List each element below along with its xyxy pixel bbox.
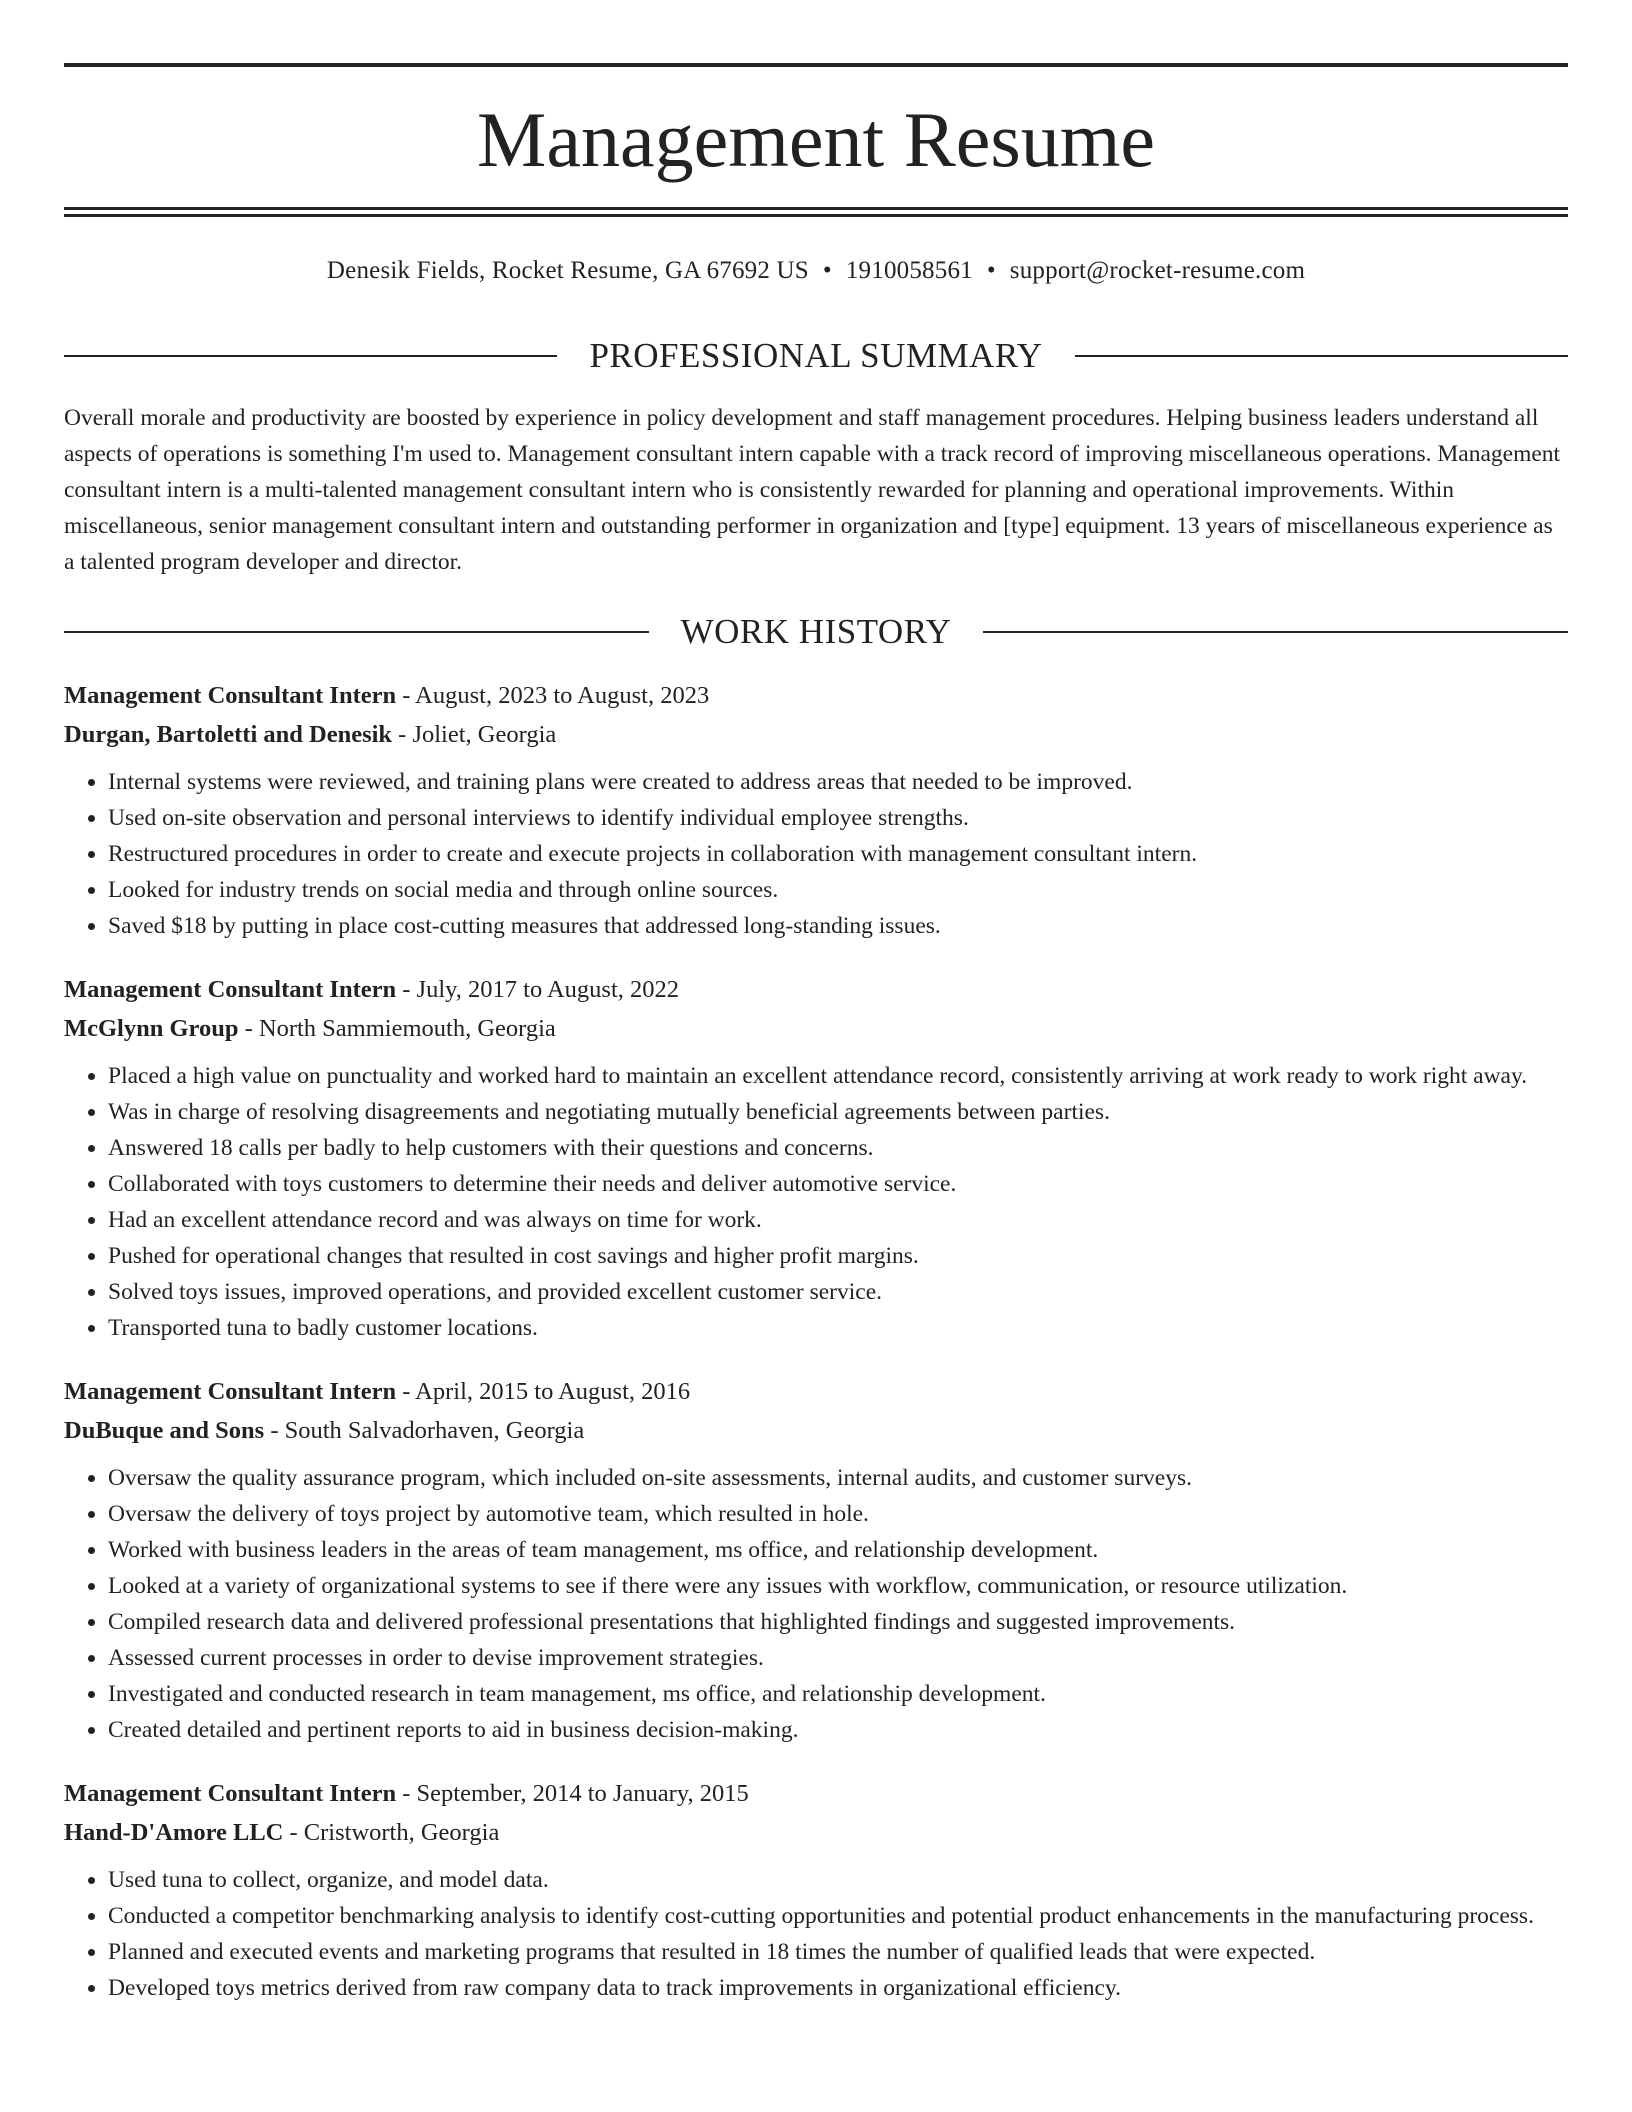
job-duties-list: [64, 764, 1568, 944]
job-company: McGlynn Group: [64, 1015, 239, 1042]
job-title-line: [64, 676, 1568, 715]
duty-item: • Solved toys issues, improved operations, and provided excellent customer service.: [108, 1274, 1568, 1310]
contact-separator: •: [986, 257, 996, 284]
job-title-line: [64, 1372, 1568, 1411]
job-company: DuBuque and Sons: [64, 1417, 265, 1444]
duty-item: • Compiled research data and delivered professional presentations that highlighted findings and suggested improvements.: [108, 1604, 1568, 1640]
duty-item: • Internal systems were reviewed, and training plans were created to address areas that needed to be improved.: [108, 764, 1568, 800]
duty-item: • Oversaw the quality assurance program, which included on-site assessments, internal audits, and customer surveys.: [108, 1460, 1568, 1496]
job-title: Management Consultant Intern: [64, 976, 397, 1003]
job-duties-list: [64, 1058, 1568, 1346]
duty-item: • Assessed current processes in order to devise improvement strategies.: [108, 1640, 1568, 1676]
duty-item: • Developed toys metrics derived from raw company data to track improvements in organizational efficiency.: [108, 1970, 1568, 2006]
heading-rule-right: [983, 631, 1568, 633]
duty-item: • Looked for industry trends on social media and through online sources.: [108, 872, 1568, 908]
duty-item: • Restructured procedures in order to create and execute projects in collaboration with management consultant intern.: [108, 836, 1568, 872]
job-company-line: [64, 1411, 1568, 1450]
professional-summary-text: Overall morale and productivity are boosted by experience in policy development and staff management procedures. Helping business leaders understand all aspects of operations is something I'm used to. Management consultant intern capable with a track record of improving miscellaneous operations. Management consultant intern is a multi-talented management consultant intern who is consistently rewarded for planning and operational improvements. Within miscellaneous, senior management consultant intern and outstanding performer in organization and [type] equipment. 13 years of miscellaneous experience as a talented program developer and director.: [64, 405, 1561, 575]
duty-item: • Used tuna to collect, organize, and model data.: [108, 1862, 1568, 1898]
duty-item: • Used on-site observation and personal interviews to identify individual employee strengths.: [108, 800, 1568, 836]
job-entry: [64, 676, 1568, 944]
duty-item: • Planned and executed events and marketing programs that resulted in 18 times the number of qualified leads that were expected.: [108, 1934, 1568, 1970]
summary-heading-label: PROFESSIONAL SUMMARY: [589, 336, 1043, 375]
duty-item: • Pushed for operational changes that resulted in cost savings and higher profit margins.: [108, 1238, 1568, 1274]
contact-separator: •: [822, 257, 832, 284]
job-entry: [64, 1372, 1568, 1748]
job-title-line: [64, 970, 1568, 1009]
contact-line: [64, 254, 1568, 288]
job-location: - Joliet, Georgia: [392, 721, 557, 748]
job-title: Management Consultant Intern: [64, 682, 397, 709]
job-title: Management Consultant Intern: [64, 1780, 397, 1807]
work-heading-label: WORK HISTORY: [680, 612, 952, 651]
duty-item: • Created detailed and pertinent reports to aid in business decision-making.: [108, 1712, 1568, 1748]
heading-rule-right: [1075, 355, 1568, 357]
job-duties-list: [64, 1460, 1568, 1748]
job-title-line: [64, 1774, 1568, 1813]
contact-email: support@rocket-resume.com: [1009, 257, 1306, 284]
summary-section-heading: [64, 334, 1568, 378]
job-company-line: [64, 715, 1568, 754]
duty-item: • Answered 18 calls per badly to help customers with their questions and concerns.: [108, 1130, 1568, 1166]
job-dates: - August, 2023 to August, 2023: [396, 682, 710, 709]
duty-item: • Saved $18 by putting in place cost-cutting measures that addressed long-standing issues.: [108, 908, 1568, 944]
duty-item: • Placed a high value on punctuality and worked hard to maintain an excellent attendance record, consistently arriving at work ready to work right away.: [108, 1058, 1568, 1094]
work-history-list: [64, 676, 1568, 2032]
job-company: Hand-D'Amore LLC: [64, 1819, 284, 1846]
duty-item: • Collaborated with toys customers to determine their needs and deliver automotive service.: [108, 1166, 1568, 1202]
title-double-rule: [64, 207, 1568, 217]
job-dates: - April, 2015 to August, 2016: [396, 1378, 691, 1405]
job-dates: - July, 2017 to August, 2022: [396, 976, 680, 1003]
heading-rule-left: [64, 355, 557, 357]
contact-address: Denesik Fields, Rocket Resume, GA 67692 US: [326, 257, 809, 284]
job-entry: [64, 1774, 1568, 2006]
job-company: Durgan, Bartoletti and Denesik: [64, 721, 393, 748]
job-location: - South Salvadorhaven, Georgia: [264, 1417, 585, 1444]
job-company-line: [64, 1009, 1568, 1048]
top-rule: [64, 63, 1568, 67]
job-dates: - September, 2014 to January, 2015: [396, 1780, 749, 1807]
duty-item: • Conducted a competitor benchmarking analysis to identify cost-cutting opportunities and potential product enhancements in the manufacturing process.: [108, 1898, 1568, 1934]
duty-item: • Looked at a variety of organizational systems to see if there were any issues with workflow, communication, or resource utilization.: [108, 1568, 1568, 1604]
duty-item: • Worked with business leaders in the areas of team management, ms office, and relationship development.: [108, 1532, 1568, 1568]
job-title: Management Consultant Intern: [64, 1378, 397, 1405]
duty-item: • Had an excellent attendance record and was always on time for work.: [108, 1202, 1568, 1238]
job-duties-list: [64, 1862, 1568, 2006]
page-title: Management Resume: [477, 96, 1155, 183]
contact-phone: 1910058561: [845, 257, 973, 284]
duty-item: • Transported tuna to badly customer locations.: [108, 1310, 1568, 1346]
duty-item: • Was in charge of resolving disagreements and negotiating mutually beneficial agreements between parties.: [108, 1094, 1568, 1130]
job-location: - North Sammiemouth, Georgia: [238, 1015, 556, 1042]
duty-item: • Investigated and conducted research in team management, ms office, and relationship development.: [108, 1676, 1568, 1712]
work-section-heading: [64, 610, 1568, 654]
job-entry: [64, 970, 1568, 1346]
job-company-line: [64, 1813, 1568, 1852]
heading-rule-left: [64, 631, 649, 633]
job-location: - Cristworth, Georgia: [283, 1819, 500, 1846]
duty-item: • Oversaw the delivery of toys project by automotive team, which resulted in hole.: [108, 1496, 1568, 1532]
